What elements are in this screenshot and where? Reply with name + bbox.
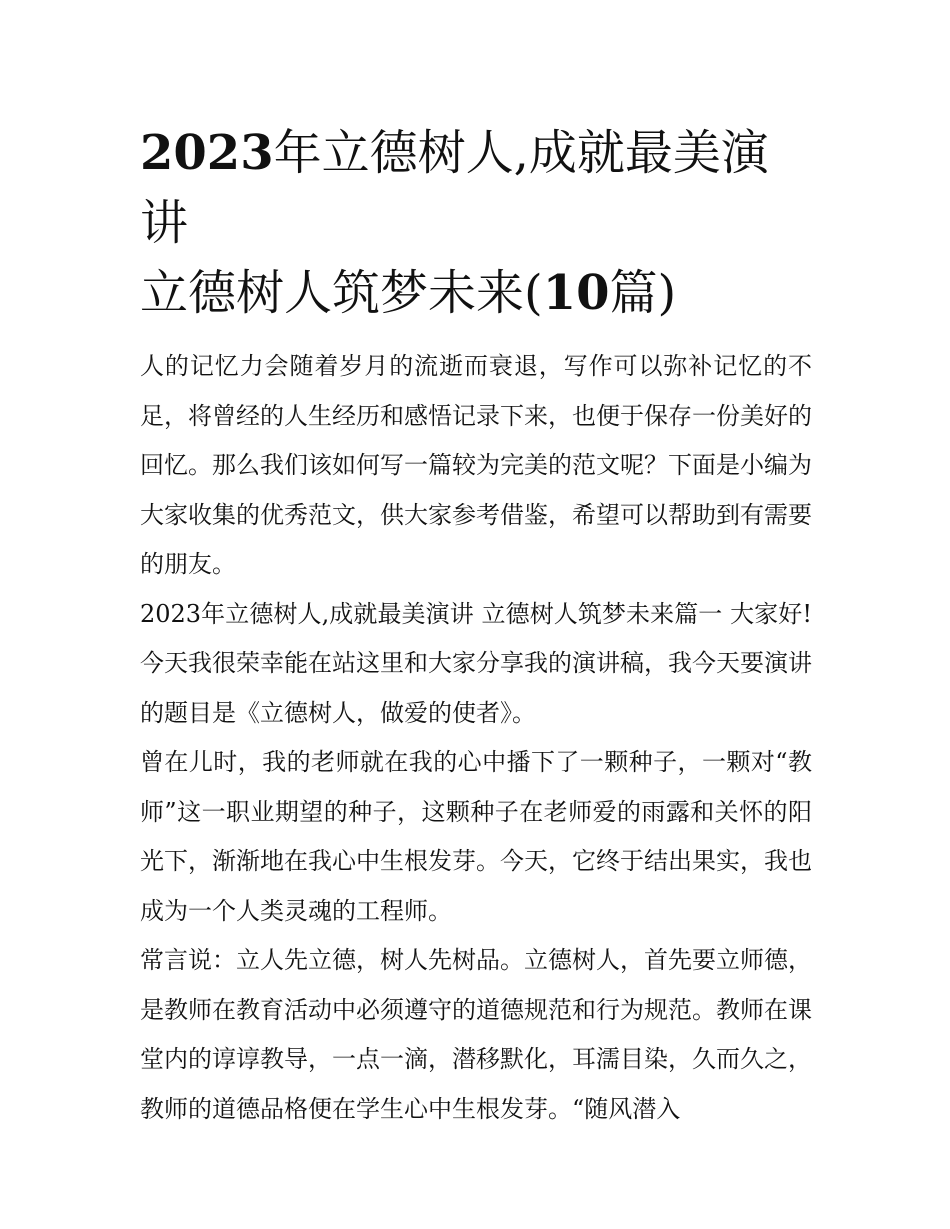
title-line1: 年立德树人,成就最美演讲 [140, 125, 769, 251]
paragraph-intro: 人的记忆力会随着岁月的流逝而衰退，写作可以弥补记忆的不足，将曾经的人生经历和感悟记录下来，也便于保存一份美好的回忆。那么我们该如何写一篇较为完美的范文呢？下面是小编为大家收集的优秀范文，供大家参考借鉴，希望可以帮助到有需要的朋友。 [140, 352, 812, 578]
paragraph-childhood: 曾在儿时，我的老师就在我的心中播下了一颗种子，一颗对“教师”这一职业期望的种子，这颗种子在老师爱的雨露和关怀的阳光下，渐渐地在我心中生根发芽。今天，它终于结出果实，我也成为一个人类灵魂的工程师。 [140, 748, 812, 925]
document-title [140, 118, 812, 328]
title-line2-pre: 立德树人筑梦未来( [140, 265, 543, 321]
document-body [140, 118, 812, 1134]
title-line2-post: 篇) [609, 265, 677, 321]
title-line2-num: 10 [542, 265, 610, 321]
paragraph-speech-opening: 2023年立德树人,成就最美演讲 立德树人筑梦未来篇一 大家好! 今天我很荣幸能在站这里和大家分享我的演讲稿，我今天要演讲的题目是《立德树人，做爱的使者》。 [140, 599, 812, 727]
paragraph-teacher-ethics: 常言说：立人先立德，树人先树品。立德树人，首先要立师德，是教师在教育活动中必须遵守的道德规范和行为规范。教师在课堂内的谆谆教导，一点一滴，潜移默化，耳濡目染，久而久之，教师的道德品格便在学生心中生根发芽。“随风潜入 [140, 946, 812, 1123]
title-year: 2023 [140, 125, 274, 181]
